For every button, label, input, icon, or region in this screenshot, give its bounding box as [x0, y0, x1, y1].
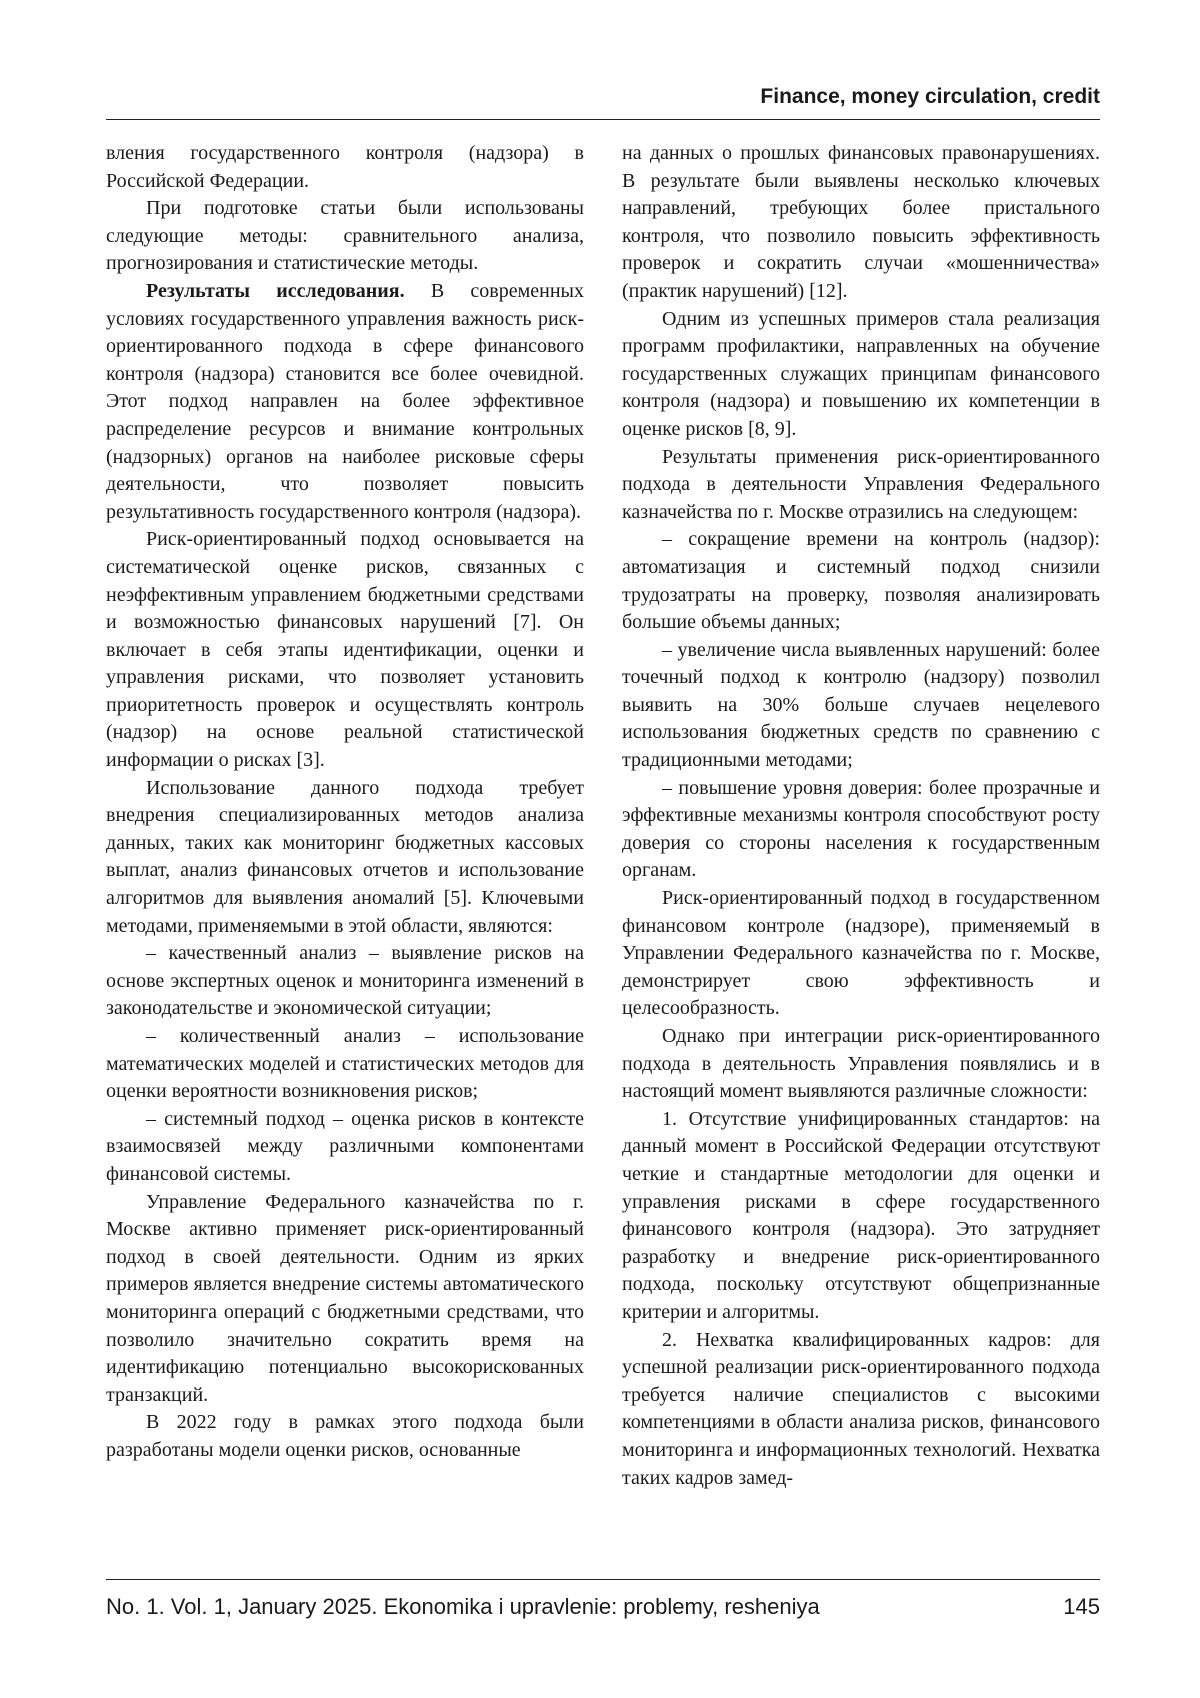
- section-heading: Результаты исследования.: [146, 279, 405, 302]
- paragraph: Риск-ориентированный подход в государственном финансовом контроле (надзоре), применяемый в Управлении Федерального казначейства по г. Москве, демонстрирует свою эффективность и целесообразность.: [622, 887, 1100, 1020]
- running-header: Finance, money circulation, credit: [106, 83, 1100, 120]
- list-item: – увеличение числа выявленных нарушений: более точечный подход к контролю (надзору) позволил выявить на 30% больше случаев нецелевого использования бюджетных средств по сравнению с традиционными методами;: [622, 638, 1100, 772]
- journal-citation: No. 1. Vol. 1, January 2025. Ekonomika i upravlenie: problemy, resheniya: [106, 1594, 820, 1619]
- list-item: – качественный анализ – выявление рисков на основе экспертных оценок и мониторинга изменений в законодательстве и экономической ситуации;: [106, 942, 584, 1020]
- paragraph: вления государственного контроля (надзора) в Российской Федерации.: [106, 142, 584, 192]
- right-column: [622, 140, 1100, 1492]
- numbered-item: 2. Нехватка квалифицированных кадров: для успешной реализации риск-ориентированного подхода требуется наличие специалистов с высокими компетенциями в области анализа рисков, финансового мониторинга и информационных технологий. Нехватка таких кадров замед-: [622, 1328, 1100, 1489]
- paragraph: Управление Федерального казначейства по г. Москве активно применяет риск-ориентированный подход в своей деятельности. Одним из ярких примеров является внедрение системы автоматического мониторинга операций с бюджетными средствами, что позволило значительно сократить время на идентификацию потенциально высокорискованных транзакций.: [106, 1190, 584, 1406]
- list-item: – сокращение времени на контроль (надзор): автоматизация и системный подход снизили трудозатраты на проверку, позволяя анализировать большие объемы данных;: [622, 528, 1100, 634]
- paragraph: При подготовке статьи были использованы следующие методы: сравнительного анализа, прогнозирования и статистические методы.: [106, 197, 584, 275]
- paragraph: на данных о прошлых финансовых правонарушениях. В результате были выявлены несколько ключевых направлений, требующих более пристального контроля, что позволило повысить эффективность проверок и сократить случаи «мошенничества» (практик нарушений) [12].: [622, 142, 1100, 302]
- page-number: 145: [1063, 1594, 1100, 1619]
- paragraph: В 2022 году в рамках этого подхода были разработаны модели оценки рисков, основанные: [106, 1411, 584, 1461]
- paragraph: Одним из успешных примеров стала реализация программ профилактики, направленных на обучение государственных служащих принципам финансового контроля (надзора) и повышению их компетенции в оценке рисков [8, 9].: [622, 307, 1100, 440]
- left-column: [106, 140, 584, 1465]
- paragraph: Результаты применения риск-ориентированного подхода в деятельности Управления Федерального казначейства по г. Москве отразились на следующем:: [622, 445, 1100, 523]
- paragraph: [106, 278, 584, 526]
- paragraph: Однако при интеграции риск-ориентированного подхода в деятельность Управления появлялись и в настоящий момент выявляются различные сложности:: [622, 1025, 1100, 1103]
- numbered-item: 1. Отсутствие унифицированных стандартов: на данный момент в Российской Федерации отсутствуют четкие и стандартные методологии для оценки и управления рисками в сфере государственного финансового контроля (надзора). Это затрудняет разработку и внедрение риск-ориентированного подхода, поскольку отсутствуют общепризнанные критерии и алгоритмы.: [622, 1107, 1100, 1323]
- footer-divider: [106, 1579, 1100, 1580]
- list-item: – количественный анализ – использование математических моделей и статистических методов для оценки вероятности возникновения рисков;: [106, 1025, 584, 1103]
- list-item: – системный подход – оценка рисков в контексте взаимосвязей между различными компонентами финансовой системы.: [106, 1107, 584, 1185]
- paragraph: Использование данного подхода требует внедрения специализированных методов анализа данных, таких как мониторинг бюджетных кассовых выплат, анализ финансовых отчетов и использование алгоритмов для выявления аномалий [5]. Ключевыми методами, применяемыми в этой области, являются:: [106, 776, 584, 937]
- list-item: – повышение уровня доверия: более прозрачные и эффективные механизмы контроля способствуют росту доверия со стороны населения к государственным органам.: [622, 776, 1100, 882]
- paragraph: Риск-ориентированный подход основывается на систематической оценке рисков, связанных с неэффективным управлением бюджетными средствами и возможностью финансовых нарушений [7]. Он включает в себя этапы идентификации, оценки и управления рисками, что позволяет установить приоритетность проверок и осуществлять контроль (надзор) на основе реальной статистической информации о рисках [3].: [106, 528, 584, 772]
- paragraph-text: В современных условиях государственного управления важность риск-ориентированного подхода в сфере финансового контроля (надзора) становится все более очевидной. Этот подход направлен на более эффективное распределение ресурсов и внимание контрольных (надзорных) органов на наиболее рисковые сферы деятельности, что позволяет повысить результативность государственного контроля (надзора).: [106, 279, 584, 523]
